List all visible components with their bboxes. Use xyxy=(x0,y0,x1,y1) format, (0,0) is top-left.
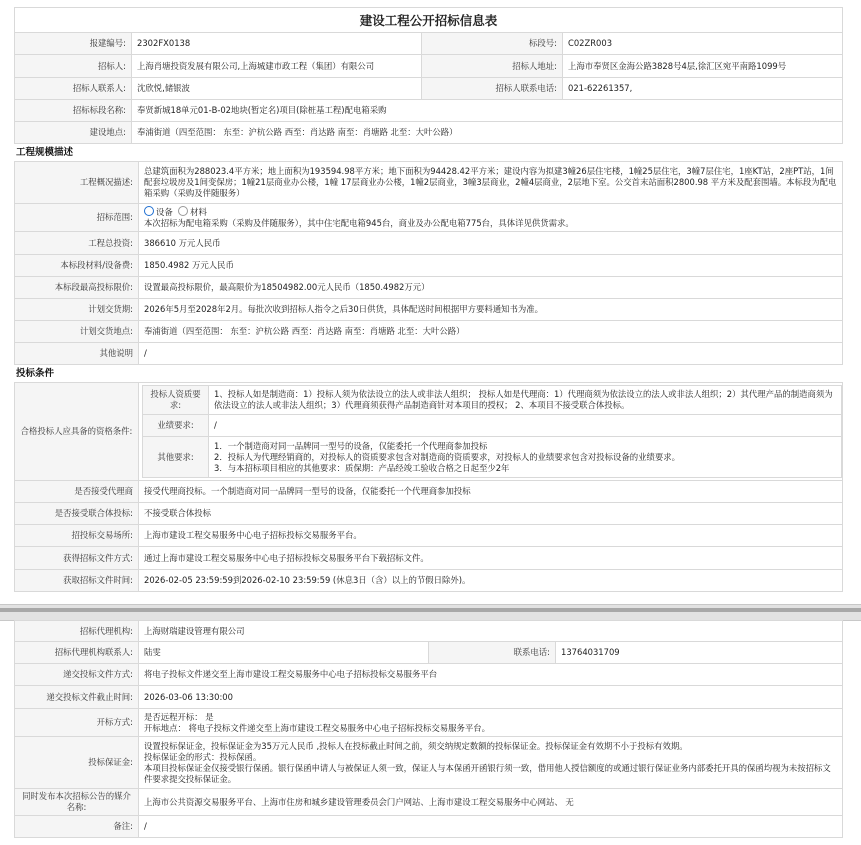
submit-method-label: 递交投标文件方式: xyxy=(15,664,139,686)
delivery-place-label: 计划交货地点: xyxy=(15,321,139,343)
agency-phone-label: 联系电话: xyxy=(429,642,556,664)
other-label: 其他说明 xyxy=(15,343,139,365)
contact-value: 沈欣悦,储银波 xyxy=(132,78,422,100)
bond-line-2: 投标保证金的形式：投标保函。 xyxy=(144,751,262,762)
scale-table xyxy=(14,161,843,365)
section-no-value: C02ZR003 xyxy=(563,33,843,55)
material-fee-label: 本标段材料/设备费: xyxy=(15,255,139,277)
delivery-period-label: 计划交货期: xyxy=(15,299,139,321)
page-break-divider xyxy=(0,604,861,621)
other-req-2: 2．投标人为代理经销商的，对投标人的资质要求包含对制造商的资质要求，对投标人的业绩要求包含对投标设备的业绩要求。 xyxy=(214,451,680,462)
delivery-period-value: 2026年5月至2028年2月。每批次收到招标人指令之后30日供货，具体配送时间根据甲方要料通知书为准。 xyxy=(139,299,843,321)
opening-place: 开标地点： 将电子投标文件递交至上海市建设工程交易服务中心电子招标投标交易服务平台。 xyxy=(144,722,491,733)
deadline-value: 2026-03-06 13:30:00 xyxy=(139,686,843,709)
venue-value: 上海市建设工程交易服务中心电子招标投标交易服务平台。 xyxy=(139,525,843,547)
reg-no-value: 2302FX0138 xyxy=(132,33,422,55)
other-value: / xyxy=(139,343,843,365)
total-inv-label: 工程总投资: xyxy=(15,232,139,255)
media-value: 上海市公共资源交易服务平台、上海市住房和城乡建设管理委员会门户网站、上海市建设工程交易服务中心网站、 无 xyxy=(139,789,843,816)
info-sheet-top xyxy=(14,7,843,592)
other-req-3: 3．与本招标项目相应的其他要求：质保期：产品经竣工验收合格之日起至少2年 xyxy=(214,462,510,473)
contact-phone-label: 招标人联系电话: xyxy=(422,78,563,100)
doc-time-value: 2026-02-05 23:59:59到2026-02-10 23:59:59 (休息3日（含）以上的节假日除外)。 xyxy=(139,570,843,592)
bond-label: 投标保证金: xyxy=(15,737,139,789)
contact-label: 招标人联系人: xyxy=(15,78,132,100)
perf-value: / xyxy=(209,415,842,437)
info-sheet-bottom xyxy=(14,620,843,838)
scope-cell xyxy=(139,204,843,232)
venue-label: 招投标交易场所: xyxy=(15,525,139,547)
scope-option-material: 材料 xyxy=(190,207,207,217)
bond-line-1: 设置投标保证金，投标保证金为35万元人民币 ,投标人在投标截止时间之前，须交纳规定数额的投标保证金。投标保证金有效期不小于投标有效期。 xyxy=(144,740,688,751)
location-label: 建设地点: xyxy=(15,122,132,144)
media-label: 同时发布本次招标公告的媒介名称: xyxy=(15,789,139,816)
overview-label: 工程概况描述: xyxy=(15,162,139,204)
scope-radio-equipment[interactable] xyxy=(144,206,154,216)
other-req-value xyxy=(209,437,842,478)
agency-value: 上海财瑞建设管理有限公司 xyxy=(139,621,843,642)
submit-method-value: 将电子投标文件递交至上海市建设工程交易服务中心电子招标投标交易服务平台 xyxy=(139,664,843,686)
scope-radio-material[interactable] xyxy=(178,206,188,216)
qual-req-value: 1、投标人如是制造商：1）投标人须为依法设立的法人或非法人组织； 投标人如是代理商：1）代理商须为依法设立的法人或非法人组织；2）其代理产品的制造商须为依法设立的法人或非法人组织；3）代理商须获得产品制造商针对本项目的授权； 2、本项目不接受联合体投标。 xyxy=(209,386,842,415)
remark-label: 备注: xyxy=(15,816,139,838)
tenderer-label: 招标人: xyxy=(15,55,132,78)
agent-value: 接受代理商投标。一个制造商对同一品牌同一型号的设备，仅能委托一个代理商参加投标 xyxy=(139,481,843,503)
agency-phone-value: 13764031709 xyxy=(556,642,843,664)
scope-label: 招标范围: xyxy=(15,204,139,232)
doc-method-label: 获得招标文件方式: xyxy=(15,547,139,570)
opening-value xyxy=(139,709,843,737)
opening-remote: 是否远程开标： 是 xyxy=(144,711,214,722)
doc-time-label: 获取招标文件时间: xyxy=(15,570,139,592)
agency-label: 招标代理机构: xyxy=(15,621,139,642)
other-req-label: 其他要求: xyxy=(143,437,209,478)
scope-text: 本次招标为配电箱采购（采购及伴随服务），其中住宅配电箱945台，商业及办公配电箱775台，具体详见供货需求。 xyxy=(144,218,574,228)
max-price-value: 设置最高投标限价，最高限价为18504982.00元人民币（1850.4982万元） xyxy=(139,277,843,299)
deadline-label: 递交投标文件截止时间: xyxy=(15,686,139,709)
qual-req-label: 投标人资质要求: xyxy=(143,386,209,415)
bond-value xyxy=(139,737,843,789)
agent-label: 是否接受代理商 xyxy=(15,481,139,503)
section-name-label: 招标标段名称: xyxy=(15,100,132,122)
tenderer-addr-label: 招标人地址: xyxy=(422,55,563,78)
agency-table xyxy=(14,620,843,838)
qualification-label: 合格投标人应具备的资格条件: xyxy=(15,383,139,481)
agency-contact-value: 陆雯 xyxy=(139,642,429,664)
section-name-value: 奉贤新城18单元01-B-02地块(暂定名)项目(除桩基工程)配电箱采购 xyxy=(132,100,843,122)
overview-value: 总建筑面积为288023.4平方米；地上面积为193594.98平方米；地下面积为94428.42平方米；建设内容为拟建3幢26层住宅楼，1幢25层住宅，3幢7层住宅，1座KT站，2座PT站，1间配套垃圾房及1间变保房；1幢21层商业办公楼，1幢 17层商业办公楼，1幢2层商业，3幢3层商业，2幢4层商业，2层地下室。公交首末站面积2800.98 平方米及配套围墙。本标段为配电箱采购（采购及伴随服务） xyxy=(139,162,843,204)
page-break-line xyxy=(0,608,861,612)
reg-no-label: 报建编号: xyxy=(15,33,132,55)
location-value: 奉浦街道（四至范围： 东至：沪杭公路 西至：肖达路 南至：肖塘路 北至：大叶公路） xyxy=(132,122,843,144)
total-inv-value: 386610 万元人民币 xyxy=(139,232,843,255)
perf-label: 业绩要求: xyxy=(143,415,209,437)
other-req-1: 1．一个制造商对同一品牌同一型号的设备，仅能委托一个代理商参加投标 xyxy=(214,440,488,451)
conditions-table xyxy=(14,382,843,592)
page-title: 建设工程公开招标信息表 xyxy=(15,8,843,33)
scope-option-equipment: 设备 xyxy=(156,207,173,217)
tenderer-addr-value: 上海市奉贤区金海公路3828号4层,徐汇区宛平南路1099号 xyxy=(563,55,843,78)
conditions-heading: 投标条件 xyxy=(16,368,55,379)
contact-phone-value: 021-62261357, xyxy=(563,78,843,100)
tenderer-value: 上海肖塘投资发展有限公司,上海城建市政工程（集团）有限公司 xyxy=(132,55,422,78)
delivery-place-value: 奉浦街道（四至范围： 东至：沪杭公路 西至：肖达路 南至：肖塘路 北至：大叶公路） xyxy=(139,321,843,343)
material-fee-value: 1850.4982 万元人民币 xyxy=(139,255,843,277)
scale-heading: 工程规模描述 xyxy=(16,147,74,158)
opening-label: 开标方式: xyxy=(15,709,139,737)
qualification-cell xyxy=(139,383,843,481)
section-no-label: 标段号: xyxy=(422,33,563,55)
agency-contact-label: 招标代理机构联系人: xyxy=(15,642,139,664)
basic-info-table xyxy=(14,7,843,144)
doc-method-value: 通过上海市建设工程交易服务中心电子招标投标交易服务平台下载招标文件。 xyxy=(139,547,843,570)
consortium-value: 不接受联合体投标 xyxy=(139,503,843,525)
consortium-label: 是否接受联合体投标: xyxy=(15,503,139,525)
qualification-inner-table xyxy=(142,385,842,478)
max-price-label: 本标段最高投标限价: xyxy=(15,277,139,299)
remark-value: / xyxy=(139,816,843,838)
bond-line-3: 本项目投标保证金仅接受银行保函。银行保函申请人与被保证人须一致，保证人与本保函开函银行须一致，借用他人授信额度的或通过银行保证业务内部委托开具的保函均视为未按招标文件要求提交投标保证金。 xyxy=(144,762,831,784)
